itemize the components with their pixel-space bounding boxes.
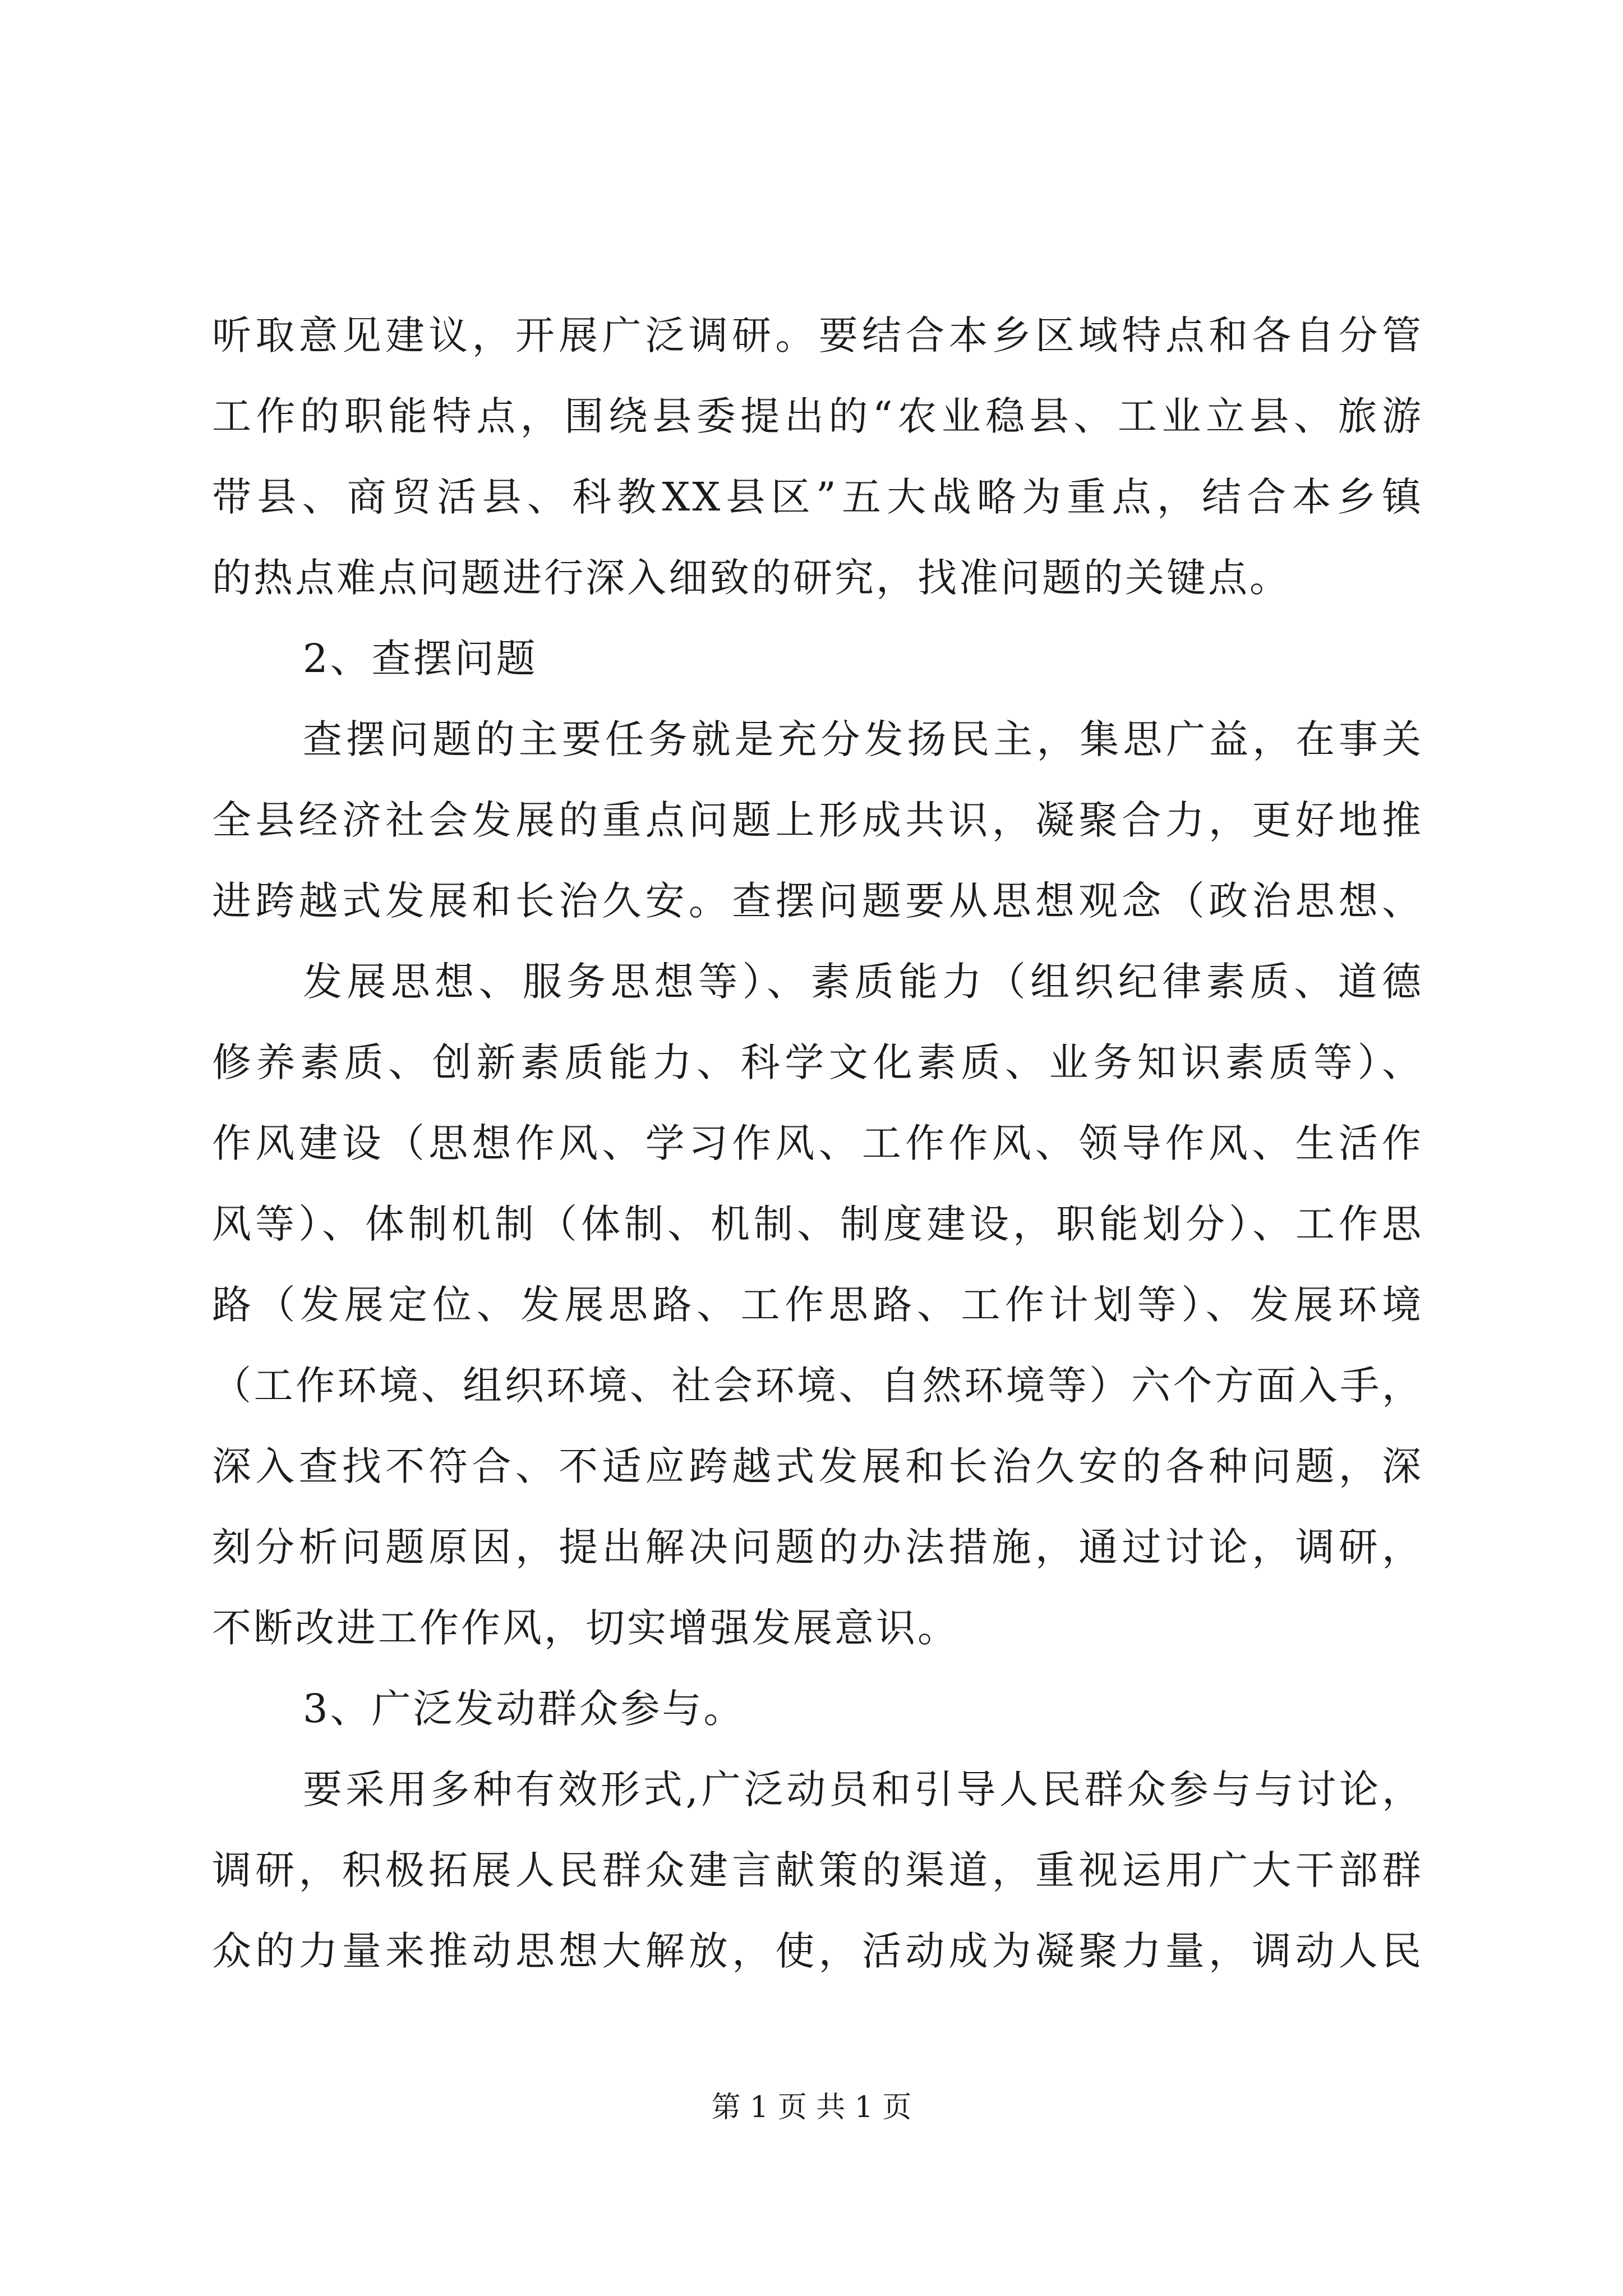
body-line-8: 进跨越式发展和长治久安。查摆问题要从思想观念（政治思想、 (212, 878, 1423, 924)
body-line-7: 全县经济社会发展的重点问题上形成共识，凝聚合力，更好地推 (212, 797, 1423, 843)
body-line-20: 调研，积极拓展人民群众建言献策的渠道，重视运用广大干部群 (212, 1847, 1423, 1893)
section-heading-3: 3、广泛发动群众参与。 (303, 1686, 745, 1732)
body-line-21: 众的力量来推动思想大解放，使，活动成为凝聚力量，调动人民 (212, 1928, 1423, 1974)
body-line-12: 风等）、体制机制（体制、机制、制度建设，职能划分）、工作思 (212, 1201, 1423, 1247)
body-line-15: 深入查找不符合、不适应跨越式发展和长治久安的各种问题，深 (212, 1443, 1423, 1489)
body-line-3: 带县、商贸活县、科教XX县区”五大战略为重点，结合本乡镇 (212, 474, 1423, 520)
body-line-6: 查摆问题的主要任务就是充分发扬民主，集思广益，在事关 (303, 716, 1423, 762)
body-line-19: 要采用多种有效形式,广泛动员和引导人民群众参与与讨论， (303, 1766, 1423, 1812)
body-line-2: 工作的职能特点，围绕县委提出的“农业稳县、工业立县、旅游 (212, 393, 1423, 439)
body-line-17: 不断改进工作作风，切实增强发展意识。 (212, 1605, 959, 1651)
body-line-13: 路（发展定位、发展思路、工作思路、工作计划等）、发展环境 (212, 1282, 1423, 1328)
body-line-14: （工作环境、组织环境、社会环境、自然环境等）六个方面入手， (212, 1363, 1423, 1409)
body-line-4: 的热点难点问题进行深入细致的研究，找准问题的关键点。 (212, 555, 1291, 601)
section-heading-2: 2、查摆问题 (303, 636, 538, 682)
body-line-1: 听取意见建议，开展广泛调研。要结合本乡区域特点和各自分管 (212, 312, 1423, 358)
page-number-footer: 第 1 页 共 1 页 (711, 2091, 912, 2124)
body-line-10: 修养素质、创新素质能力、科学文化素质、业务知识素质等）、 (212, 1039, 1423, 1085)
body-line-9: 发展思想、服务思想等）、素质能力（组织纪律素质、道德 (303, 959, 1423, 1005)
body-line-16: 刻分析问题原因，提出解决问题的办法措施，通过讨论，调研， (212, 1524, 1423, 1570)
body-line-11: 作风建设（思想作风、学习作风、工作作风、领导作风、生活作 (212, 1120, 1423, 1166)
